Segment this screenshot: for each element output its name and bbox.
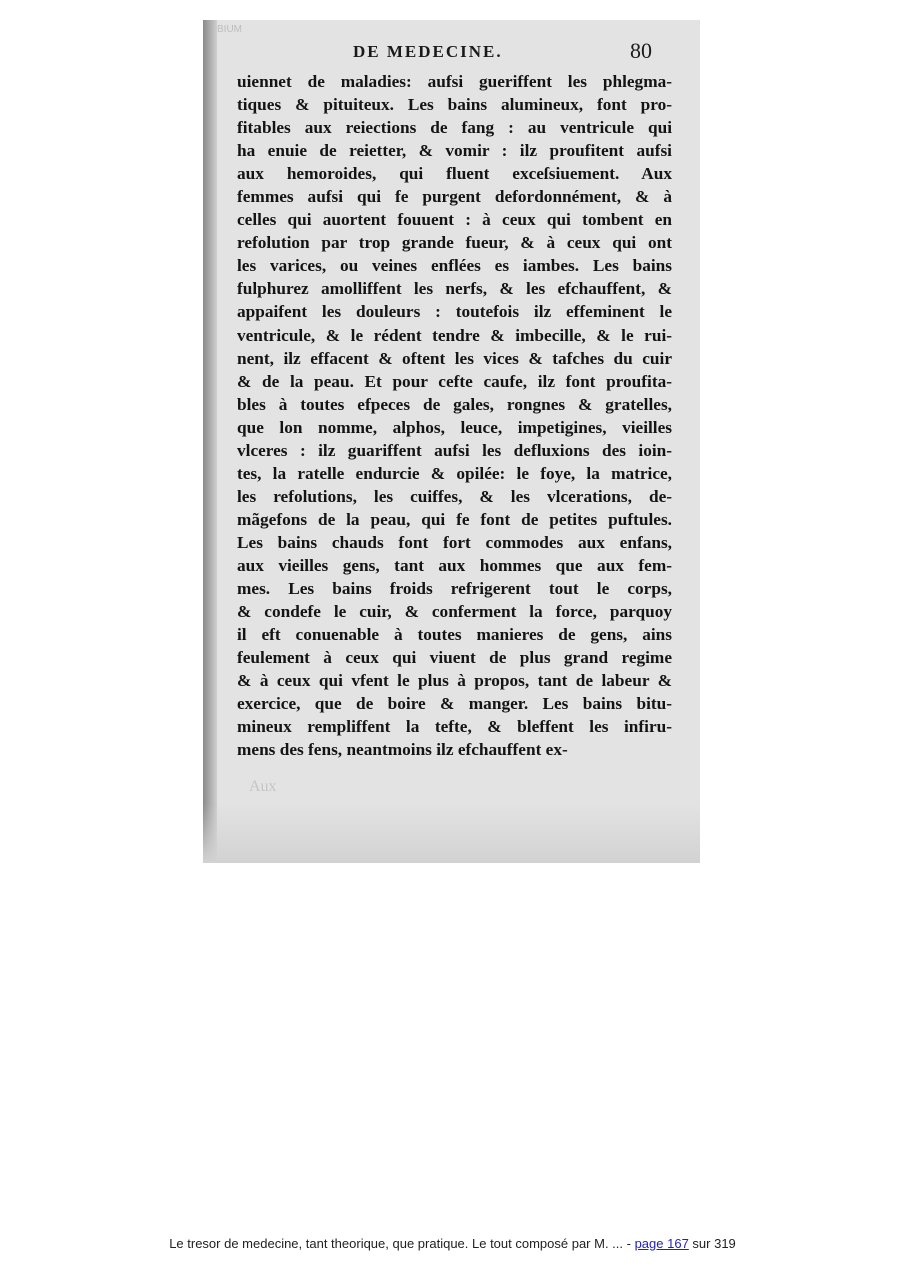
text-line: & condefe le cuir, & conferment la force, parquoy — [237, 602, 672, 622]
caption-page-count: sur 319 — [688, 1236, 736, 1251]
text-line: mes. Les bains froids refrigerent tout le corps, — [237, 579, 672, 599]
page-number: 80 — [630, 38, 652, 63]
text-line: aux vieilles gens, tant aux hommes que aux fem- — [237, 555, 672, 575]
text-line: mens des fens, neantmoins ilz efchauffent ex- — [237, 740, 568, 760]
page-body-text — [237, 70, 672, 761]
page-link[interactable]: page 167 — [634, 1236, 689, 1251]
text-line: uiennet de maladies: aufsi gueriffent les phlegma- — [237, 72, 672, 91]
caption-text: Le tresor de medecine, tant theorique, que pratique. Le tout composé par M. ... - — [169, 1236, 635, 1251]
document-caption — [0, 1236, 905, 1251]
scanned-page-image — [203, 20, 700, 863]
text-line: refolution par trop grande fueur, & à ceux qui ont — [237, 233, 672, 253]
text-line: feulement à ceux qui viuent de plus grand regime — [237, 648, 672, 668]
text-line: mãgefons de la peau, qui fe font de petites puftules. — [237, 509, 672, 529]
library-watermark: BIUM — [217, 24, 242, 35]
show-through-text: Aux — [249, 778, 277, 795]
text-line: il eft conuenable à toutes manieres de gens, ains — [237, 625, 672, 645]
text-line: Les bains chauds font fort commodes aux enfans, — [237, 532, 672, 552]
text-line: les varices, ou veines enflées es iambes. Les bains — [237, 256, 672, 276]
text-line: vlceres : ilz guariffent aufsi les defluxions des ioin- — [237, 440, 672, 460]
text-line: appaifent les douleurs : toutefois ilz effeminent le — [237, 302, 672, 322]
text-line: bles à toutes efpeces de gales, rongnes & gratelles, — [237, 394, 672, 414]
running-head: DE MEDECINE. — [353, 42, 503, 61]
text-line: exercice, que de boire & manger. Les bains bitu- — [237, 694, 672, 714]
text-line: tes, la ratelle endurcie & opilée: le foye, la matrice, — [237, 463, 672, 483]
text-line: les refolutions, les cuiffes, & les vlcerations, de- — [237, 486, 672, 506]
text-line: & de la peau. Et pour cefte caufe, ilz font proufita- — [237, 371, 672, 391]
text-line: tiques & pituiteux. Les bains alumineux, font pro- — [237, 95, 672, 115]
text-line: celles qui auortent fouuent : à ceux qui tombent en — [237, 210, 672, 230]
text-line: & à ceux qui vfent le plus à propos, tant de labeur & — [237, 671, 672, 691]
text-line: fulphurez amolliffent les nerfs, & les efchauffent, & — [237, 279, 672, 299]
text-line: fitables aux reiections de fang : au ventricule qui — [237, 118, 672, 138]
text-line: que lon nomme, alphos, leuce, impetigines, vieilles — [237, 417, 672, 437]
text-line: ventricule, & le rédent tendre & imbecille, & le rui- — [237, 325, 672, 345]
text-line: mineux rempliffent la tefte, & bleffent les infiru- — [237, 717, 672, 737]
text-line: aux hemoroides, qui fluent exceſsiuement. Aux — [237, 164, 672, 184]
text-line: ha enuie de reietter, & vomir : ilz proufitent aufsi — [237, 141, 672, 161]
text-line: nent, ilz effacent & oftent les vices & tafches du cuir — [237, 348, 672, 368]
text-line: femmes aufsi qui fe purgent defordonnément, & à — [237, 187, 672, 207]
